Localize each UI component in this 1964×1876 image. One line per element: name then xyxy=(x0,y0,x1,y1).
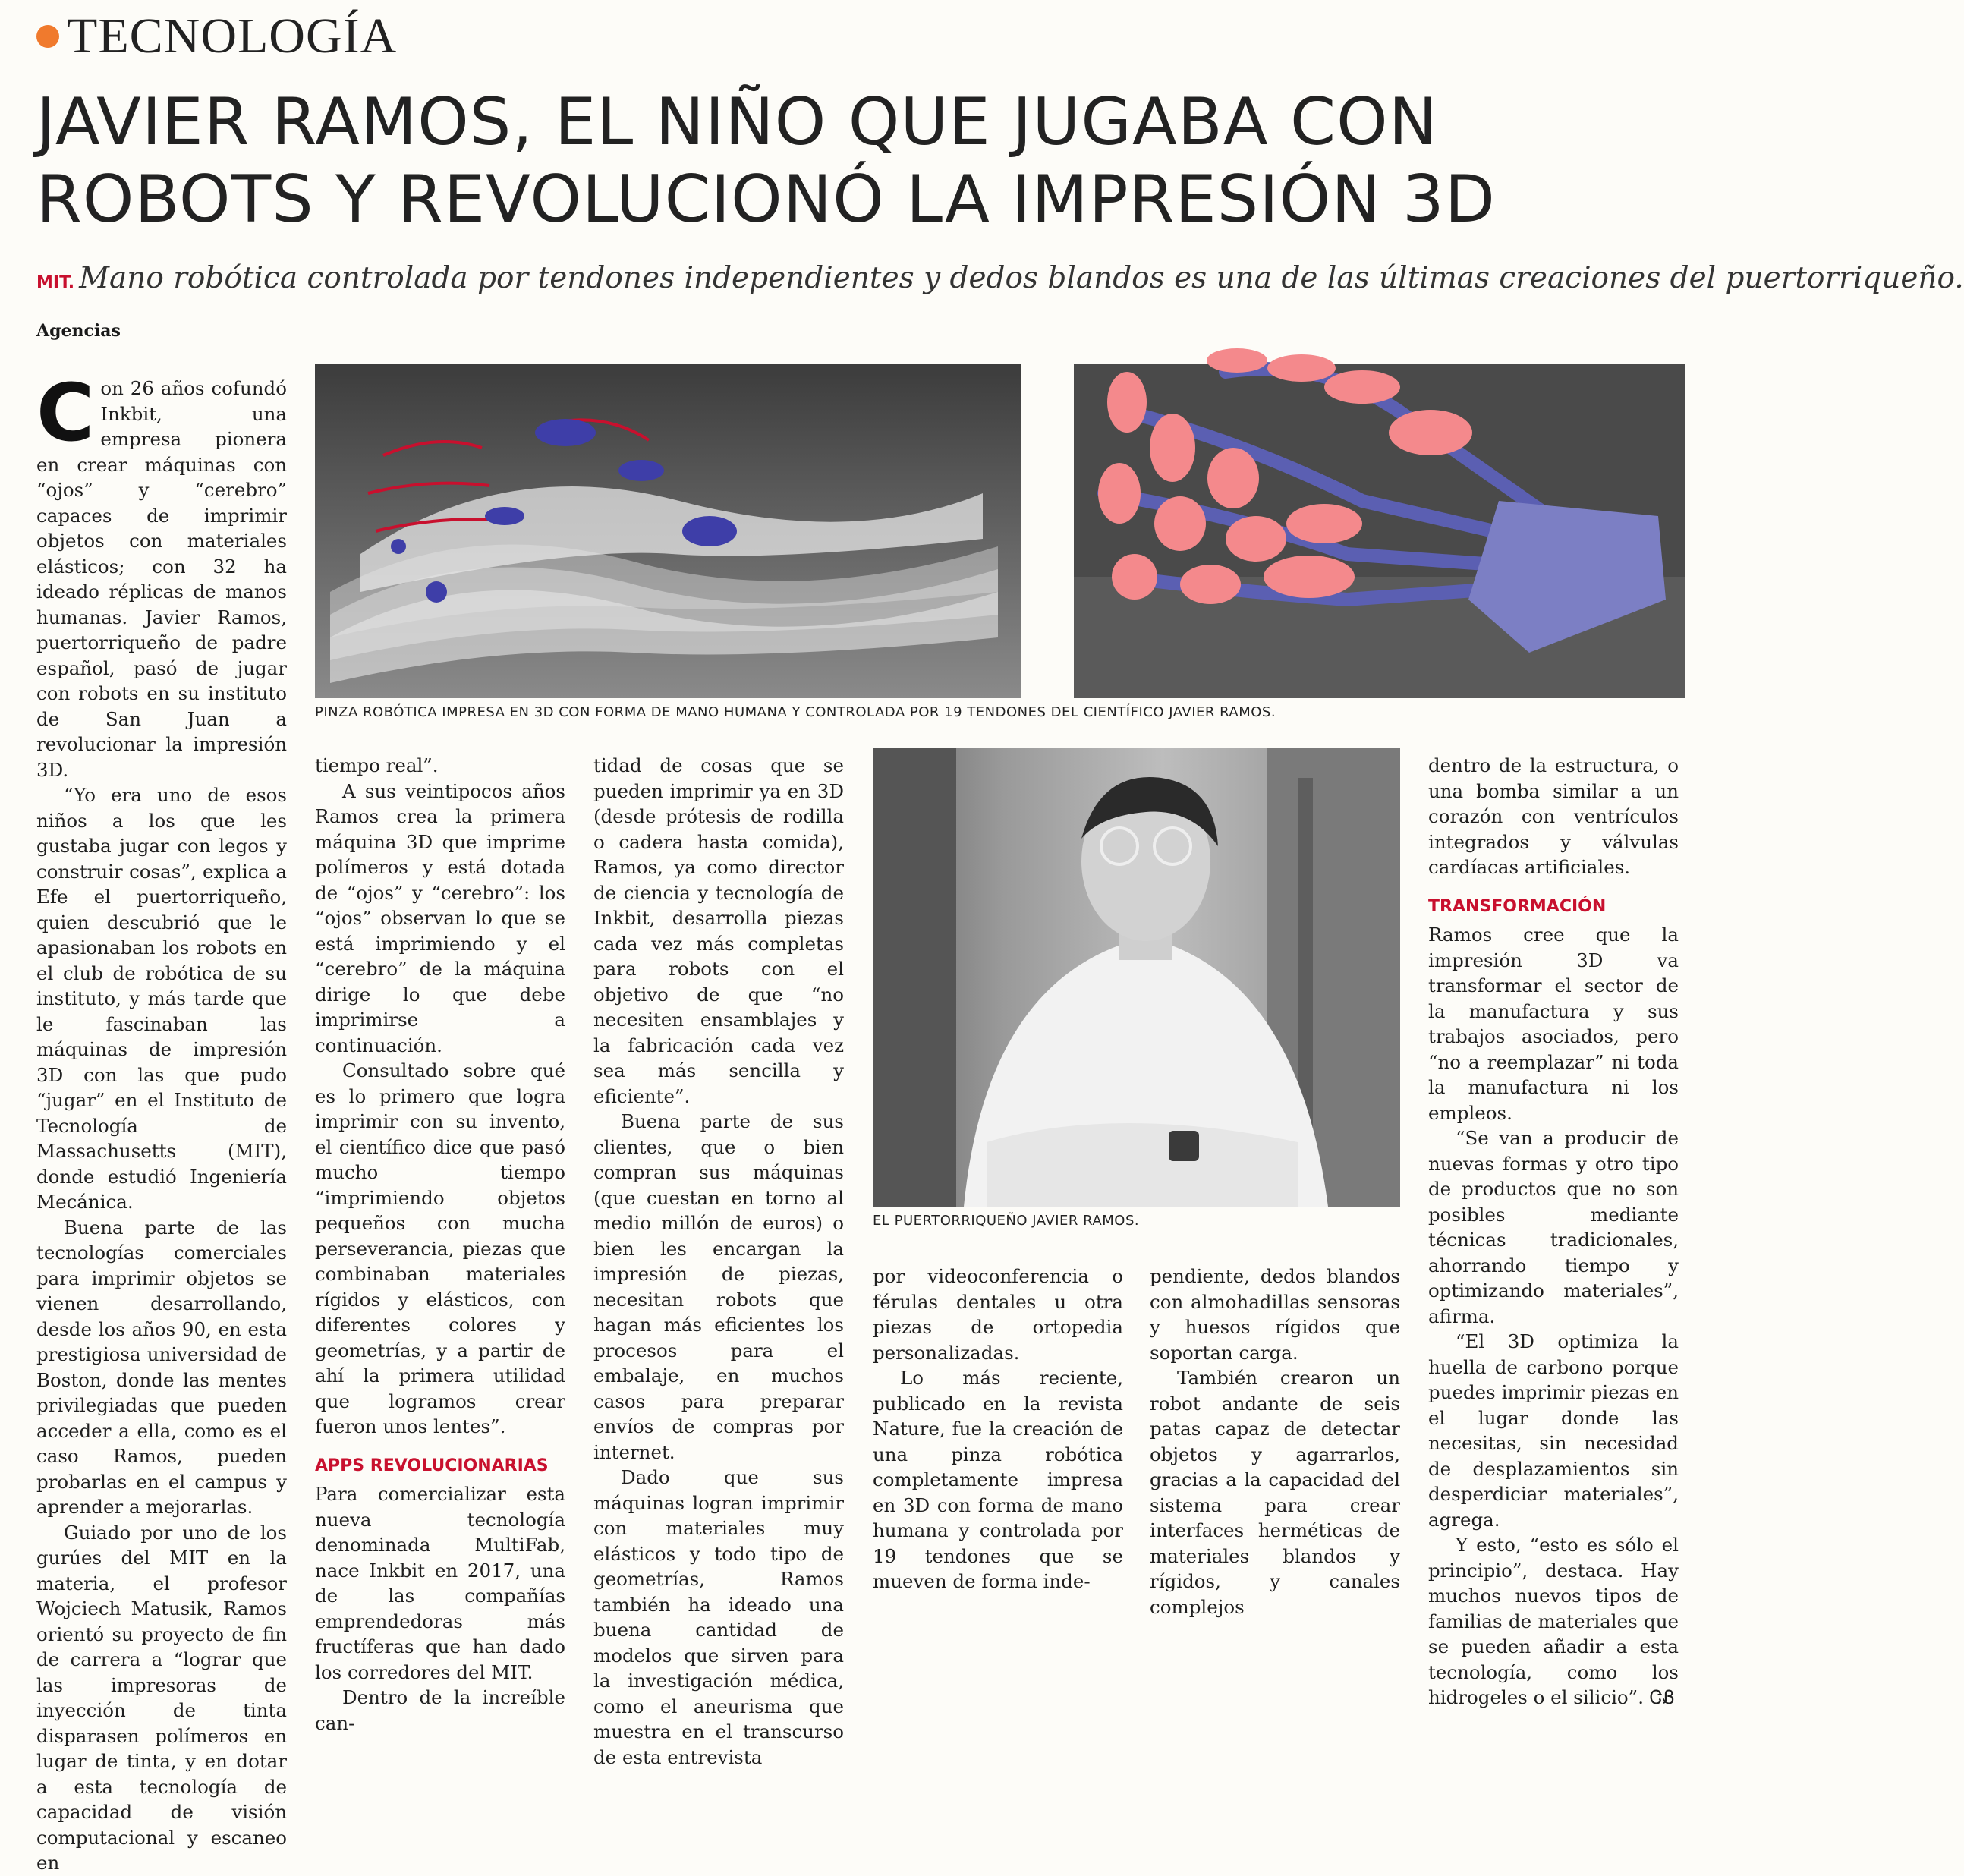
column-2 xyxy=(315,753,565,1736)
paragraph: Buena parte de sus clientes, que o bien compran sus máquinas (que cuestan en torno al medio millón de euros) o bien les encargan la impresión de piezas, necesitan robots que hagan más eficientes los procesos para el embalaje, en muchos casos para preparar envíos de compras por internet. xyxy=(593,1110,844,1463)
headline-line-1: JAVIER RAMOS, EL NIÑO QUE JUGABA CON xyxy=(36,84,1439,160)
column-4 xyxy=(873,1264,1123,1594)
subheadline-tag: MIT. xyxy=(36,273,75,292)
hand-photo-caption: PINZA ROBÓTICA IMPRESA EN 3D CON FORMA DE MANO HUMANA Y CONTROLADA POR 19 TENDONES DEL CIENTÍFICO JAVIER RAMOS. xyxy=(315,704,1276,720)
section-label: TECNOLOGÍA xyxy=(67,8,398,64)
layered-hand-illustration xyxy=(315,364,1021,698)
subheadline-text: Mano robótica controlada por tendones independientes y dedos blandos es una de las últimas creaciones del puertorriqueño. xyxy=(79,261,1964,295)
portrait-caption: EL PUERTORRIQUEÑO JAVIER RAMOS. xyxy=(873,1213,1140,1229)
subheadline xyxy=(36,261,1964,295)
byline: Agencias xyxy=(36,321,121,341)
paragraph: Dentro de la increíble can- xyxy=(315,1686,565,1734)
drop-cap: C xyxy=(36,367,95,459)
column-1 xyxy=(36,367,287,1876)
paragraph: dentro de la estructura, o una bomba similar a un corazón con ventrículos integrados y válvulas cardíacas artificiales. xyxy=(1428,754,1679,878)
paragraph-text: Y esto, “esto es sólo el principio”, destaca. Hay muchos nuevos tipos de familias de materiales que se pueden añadir a esta tecnología, como los hidrogeles o el silicio”. xyxy=(1428,1534,1679,1708)
robotic-hand-illustration xyxy=(1074,326,1685,698)
section-header xyxy=(36,8,397,65)
paragraph: Consultado sobre qué es lo primero que logra imprimir con su invento, el científico dice que pasó mucho tiempo “imprimiendo objetos pequeños con mucha perseverancia, piezas que combinaban materiales rígidos y elásticos, con diferentes colores y geometrías, y a partir de ahí la primera utilidad que logramos crear fueron unos lentes”. xyxy=(315,1059,565,1437)
section-dot-icon xyxy=(36,25,59,48)
paragraph-text: on 26 años cofundó Inkbit, una empresa pionera en crear máquinas con “ojos” y “cerebro” capaces de imprimir objetos con materiales elásticos; con 32 ha ideado réplicas de manos humanas. Javier Ramos, puertorriqueño de padre español, pasó de jugar con robots en su instituto de San Juan a revolucionar la impresión 3D. xyxy=(36,377,287,781)
paragraph: tiempo real”. xyxy=(315,754,439,776)
subhead-transformacion: TRANSFORMACIÓN xyxy=(1428,896,1607,916)
paragraph xyxy=(36,367,287,782)
paragraph xyxy=(1428,1532,1679,1711)
paragraph: Guiado por uno de los gurúes del MIT en la materia, el profesor Wojciech Matusik, Ramos orientó su proyecto de fin de carrera a “lograr que las impresoras de inyección de tinta disparasen polímeros en lugar de tinta, y en dotar a esta tecnología de capacidad de visión computacional y escaneo en xyxy=(36,1521,287,1874)
headline xyxy=(36,83,1706,238)
paragraph: Ramos cree que la impresión 3D va transformar el sector de la manufactura y sus trabajos asociados, pero “no a reemplazar” ni toda la manufactura ni los empleos. xyxy=(1428,924,1679,1124)
paragraph: “Yo era uno de esos niños a los que les gustaba jugar con legos y construir cosas”, explica a Efe el puertorriqueño, quien descubrió que le apasionaban los robots en el club de robótica de su instituto, y más tarde que le fascinaban las máquinas de impresión 3D con las que pudo “jugar” en el Instituto de Tecnología de Massachusetts (MIT), donde estudió Ingeniería Mecánica. xyxy=(36,784,287,1213)
subhead-apps: APPS REVOLUCIONARIAS xyxy=(315,1456,549,1475)
column-5 xyxy=(1150,1264,1400,1619)
robotic-hand-photo xyxy=(1074,326,1685,698)
paragraph: por videoconferencia o férulas dentales u otra piezas de ortopedia personalizadas. xyxy=(873,1265,1123,1364)
portrait-photo xyxy=(873,748,1400,1207)
paragraph: A sus veintipocos años Ramos crea la primera máquina 3D que imprime polímeros y está dotada de “ojos” y “cerebro”: los “ojos” observan lo que se está imprimiendo y el “cerebro” de la máquina dirige lo que debe imprimirse a continuación. xyxy=(315,779,565,1056)
paragraph: pendiente, dedos blandos con almohadillas sensoras y huesos rígidos que soportan carga. xyxy=(1150,1265,1400,1364)
headline-line-2: ROBOTS Y REVOLUCIONÓ LA IMPRESIÓN 3D xyxy=(36,162,1496,238)
paragraph: Dado que sus máquinas logran imprimir con materiales muy elásticos y todo tipo de geometrías, Ramos también ha ideado una buena cantidad de modelos que sirven para la investigación médica, como el aneurisma que muestra en el transcurso de esta entrevista xyxy=(593,1466,844,1768)
portrait-illustration xyxy=(873,748,1400,1207)
end-mark-icon: ᏣᏰ xyxy=(1649,1686,1675,1708)
paragraph: “Se van a producir de nuevas formas y otro tipo de productos que no son posibles mediante técnicas tradicionales, ahorrando tiempo y optimizando materiales”, afirma. xyxy=(1428,1127,1679,1327)
paragraph: Para comercializar esta nueva tecnología denominada MultiFab, nace Inkbit en 2017, una de las compañías emprendedoras más fructíferas que han dado los corredores del MIT. xyxy=(315,1483,565,1683)
paragraph: Lo más reciente, publicado en la revista Nature, fue la creación de una pinza robótica completamente impresa en 3D con forma de mano humana y controlada por 19 tendones que se mueven de forma inde- xyxy=(873,1367,1123,1592)
column-6 xyxy=(1428,753,1679,1711)
paragraph: Buena parte de las tecnologías comerciales para imprimir objetos se vienen desarrollando, desde los años 90, en esta prestigiosa universidad de Boston, donde las mentes privilegiadas que pueden acceder a ella, como es el caso Ramos, pueden probarlas en el campus y aprender a mejorarlas. xyxy=(36,1216,287,1518)
paragraph: También crearon un robot andante de seis patas capaz de detectar objetos y agarrarlos, gracias a la capacidad del sistema para crear interfaces herméticas de materiales blandos y rígidos, y canales complejos xyxy=(1150,1367,1400,1618)
paragraph: “El 3D optimiza la huella de carbono porque puedes imprimir piezas en el lugar donde las necesitas, sin necesidad de desplazamientos sin desperdiciar materiales”, agrega. xyxy=(1428,1330,1679,1531)
paragraph: tidad de cosas que se pueden imprimir ya en 3D (desde prótesis de rodilla o cadera hasta comida), Ramos, ya como director de ciencia y tecnología de Inkbit, desarrolla piezas cada vez más completas para robots con el objetivo de que “no necesiten ensamblajes y la fabricación cada vez sea más sencilla y eficiente”. xyxy=(593,754,844,1107)
column-3 xyxy=(593,753,844,1770)
layered-hand-photo xyxy=(315,364,1021,698)
